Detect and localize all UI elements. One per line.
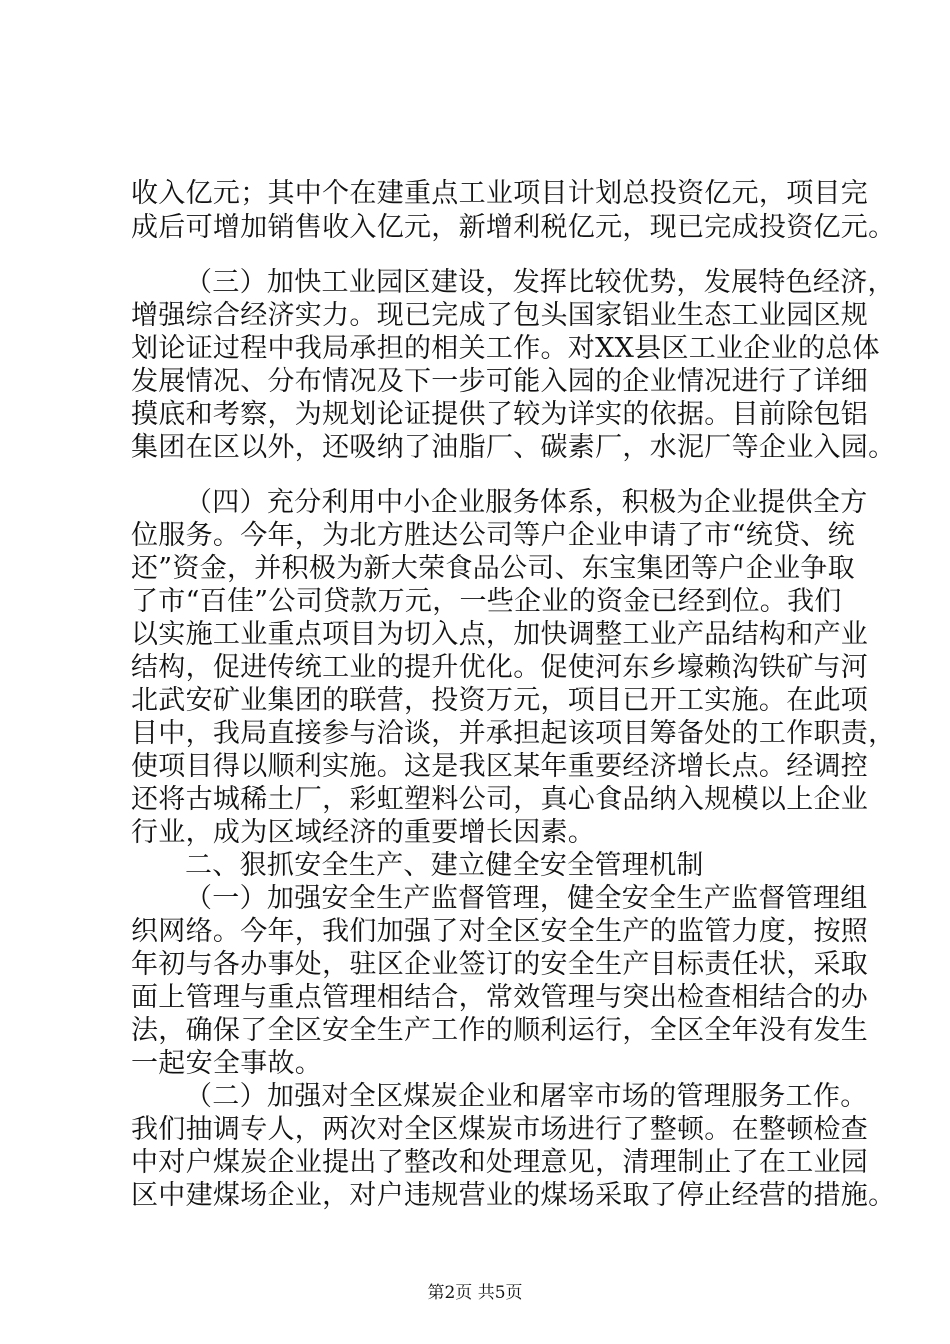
paragraph-line: 还将古城稀土厂，彩虹塑料公司，真心食品纳入规模以上企业	[131, 784, 869, 815]
paragraph-line: 位服务。今年，为北方胜达公司等户企业申请了市“统贷、统	[131, 520, 855, 551]
paragraph-line: （二）加强对全区煤炭企业和屠宰市场的管理服务工作。	[185, 1081, 868, 1112]
paragraph-line: 收入亿元；其中个在建重点工业项目计划总投资亿元，项目完	[131, 178, 869, 209]
paragraph-line: 还”资金，并积极为新大荣食品公司、东宝集团等户企业争取	[131, 553, 855, 584]
paragraph-line: 集团在区以外，还吸纳了油脂厂、碳素厂，水泥厂等企业入园。	[131, 432, 896, 463]
paragraph-line: 面上管理与重点管理相结合，常效管理与突出检查相结合的办	[131, 982, 869, 1013]
paragraph-line: （三）加快工业园区建设，发挥比较优势，发展特色经济，	[185, 267, 895, 298]
paragraph-line: 法，确保了全区安全生产工作的顺利运行，全区全年没有发生	[131, 1015, 869, 1046]
paragraph-line: 一起安全事故。	[131, 1048, 323, 1079]
paragraph-line: 发展情况、分布情况及下一步可能入园的企业情况进行了详细	[131, 366, 869, 397]
paragraph-line: 使项目得以顺利实施。这是我区某年重要经济增长点。经调控	[131, 751, 869, 782]
paragraph-line: 摸底和考察，为规划论证提供了较为详实的依据。目前除包铝	[131, 399, 869, 430]
paragraph-line: 年初与各办事处，驻区企业签订的安全生产目标责任状，采取	[131, 949, 869, 980]
paragraph-line: 中对户煤炭企业提出了整改和处理意见，清理制止了在工业园	[131, 1147, 869, 1178]
paragraph-line: 区中建煤场企业，对户违规营业的煤场采取了停止经营的措施。	[131, 1180, 896, 1211]
paragraph-line: 了市“百佳”公司贷款万元，一些企业的资金已经到位。我们	[131, 586, 842, 617]
paragraph-line: 行业，成为区域经济的重要增长因素。	[131, 817, 596, 848]
paragraph-line: 划论证过程中我局承担的相关工作。对XX县区工业企业的总体	[131, 333, 880, 364]
paragraph-line: 我们抽调专人，两次对全区煤炭市场进行了整顿。在整顿检查	[131, 1114, 869, 1145]
paragraph-line: （四）充分利用中小企业服务体系，积极为企业提供全方	[185, 487, 868, 518]
paragraph-line: 目中，我局直接参与洽谈，并承担起该项目筹备处的工作职责，	[131, 718, 896, 749]
paragraph-line: 织网络。今年，我们加强了对全区安全生产的监管力度，按照	[131, 916, 869, 947]
paragraph-line: 成后可增加销售收入亿元，新增利税亿元，现已完成投资亿元。	[131, 212, 896, 243]
page-indicator: 第2页 共5页	[427, 1283, 523, 1303]
paragraph-line: （一）加强安全生产监督管理，健全安全生产监督管理组	[185, 883, 868, 914]
section-heading: 二、狠抓安全生产、建立健全安全管理机制	[185, 850, 704, 881]
paragraph-line: 以实施工业重点项目为切入点，加快调整工业产品结构和产业	[131, 619, 869, 650]
paragraph-line: 北武安矿业集团的联营，投资万元，项目已开工实施。在此项	[131, 685, 869, 716]
paragraph-line: 增强综合经济实力。现已完成了包头国家铝业生态工业园区规	[131, 300, 869, 331]
paragraph-line: 结构，促进传统工业的提升优化。促使河东乡壕赖沟铁矿与河	[131, 652, 869, 683]
